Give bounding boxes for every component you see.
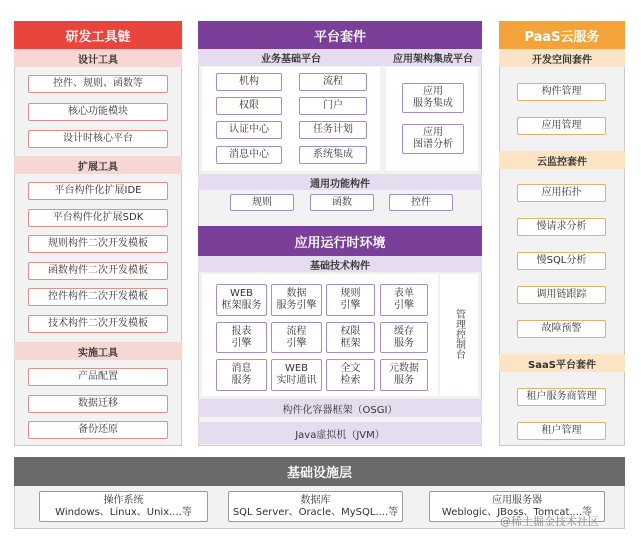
implementation-tools-title: 实施工具 xyxy=(14,342,182,360)
tech-component-item: 报表 引擎 xyxy=(216,322,267,353)
infrastructure-header: 基础设施层 xyxy=(14,457,625,486)
tech-component-item: WEB 实时通讯 xyxy=(271,359,322,391)
cloud-monitor-item: 慢SQL分析 xyxy=(517,252,606,270)
jvm-layer: Java虚拟机（JVM） xyxy=(198,422,482,444)
tech-component-item: 元数据 服务 xyxy=(380,359,428,391)
cloud-monitor-item: 慢请求分析 xyxy=(517,218,606,236)
implementation-tool-item: 数据迁移 xyxy=(28,395,168,413)
business-item: 消息中心 xyxy=(216,146,282,164)
design-tools-title: 设计工具 xyxy=(14,49,182,67)
dev-toolchain-header: 研发工具链 xyxy=(14,21,182,49)
cloud-monitor-suite-title: 云监控套件 xyxy=(499,151,625,169)
infra-os-box xyxy=(39,491,208,522)
common-component-item: 控件 xyxy=(389,194,453,211)
business-item: 权限 xyxy=(216,97,282,115)
infra-db-name: 数据库 xyxy=(300,494,331,506)
business-item: 任务计划 xyxy=(299,121,367,139)
common-component-item: 函数 xyxy=(310,194,374,211)
design-tool-item: 设计时核心平台 xyxy=(28,130,168,148)
integration-platform-title: 应用架构集成平台 xyxy=(384,49,482,66)
integration-item: 应用 服务集成 xyxy=(402,83,464,113)
business-item: 门户 xyxy=(299,97,367,115)
watermark-text: @稀土掘金技术社区 xyxy=(500,515,599,528)
extension-tool-item: 规则构件二次开发模板 xyxy=(28,235,168,253)
infra-db-box xyxy=(228,491,403,522)
extension-tool-item: 控件构件二次开发模板 xyxy=(28,288,168,306)
infra-db-detail: SQL Server、Oracle、MySQL....等 xyxy=(232,506,399,518)
implementation-tool-item: 备份还原 xyxy=(28,421,168,439)
dev-space-suite-title: 开发空间套件 xyxy=(499,49,625,67)
common-components-title: 通用功能构件 xyxy=(198,174,482,190)
cloud-monitor-item: 调用链跟踪 xyxy=(517,286,606,304)
business-item: 系统集成 xyxy=(299,146,367,164)
extension-tool-item: 平台构件化扩展IDE xyxy=(28,182,168,200)
common-component-item: 规则 xyxy=(230,194,294,211)
tech-component-item: 规则 引擎 xyxy=(326,284,375,316)
tech-component-item: 表单 引擎 xyxy=(380,284,428,316)
tech-component-item: 缓存 服务 xyxy=(380,322,428,353)
business-item: 机构 xyxy=(216,73,282,91)
dev-space-item: 应用管理 xyxy=(517,117,606,135)
paas-cloud-header: PaaS云服务 xyxy=(499,21,625,49)
infra-appserver-detail: Weblogic、JBoss、Tomcat....等 xyxy=(441,506,593,518)
osgi-layer: 构件化容器框架（OSGI） xyxy=(198,399,482,417)
runtime-env-header: 应用运行时环境 xyxy=(198,226,482,256)
extension-tool-item: 函数构件二次开发模板 xyxy=(28,262,168,280)
business-item: 认证中心 xyxy=(216,121,282,139)
dev-space-item: 构件管理 xyxy=(517,83,606,101)
design-tool-item: 控件、规则、函数等 xyxy=(28,75,168,93)
tech-component-item: 流程 引擎 xyxy=(271,322,322,353)
extension-tool-item: 技术构件二次开发模板 xyxy=(28,315,168,333)
saas-suite-title: SaaS平台套件 xyxy=(499,354,625,372)
platform-suite-header: 平台套件 xyxy=(198,21,482,49)
infra-os-name: 操作系统 xyxy=(103,494,144,506)
implementation-tool-item: 产品配置 xyxy=(28,368,168,386)
design-tool-item: 核心功能模块 xyxy=(28,103,168,121)
cloud-monitor-item: 故障预警 xyxy=(517,320,606,338)
tech-component-item: 全文 检索 xyxy=(326,359,375,391)
tech-components-title: 基础技术构件 xyxy=(198,256,482,272)
extension-tool-item: 平台构件化扩展SDK xyxy=(28,209,168,227)
saas-item: 租户服务商管理 xyxy=(517,388,606,406)
business-item: 流程 xyxy=(299,73,367,91)
management-console-label: 管理控制台 xyxy=(453,309,465,359)
tech-component-item: WEB 框架服务 xyxy=(216,284,267,316)
tech-component-item: 数据 服务引擎 xyxy=(271,284,322,316)
business-platform-title: 业务基础平台 xyxy=(198,49,384,66)
extension-tools-title: 扩展工具 xyxy=(14,156,182,174)
tech-component-item: 权限 框架 xyxy=(326,322,375,353)
infra-os-detail: Windows、Linux、Unix....等 xyxy=(55,506,192,518)
integration-item: 应用 图谱分析 xyxy=(402,124,464,154)
infra-appserver-name: 应用服务器 xyxy=(492,494,542,506)
cloud-monitor-item: 应用拓扑 xyxy=(517,184,606,202)
saas-item: 租户管理 xyxy=(517,422,606,440)
tech-component-item: 消息 服务 xyxy=(216,359,267,391)
